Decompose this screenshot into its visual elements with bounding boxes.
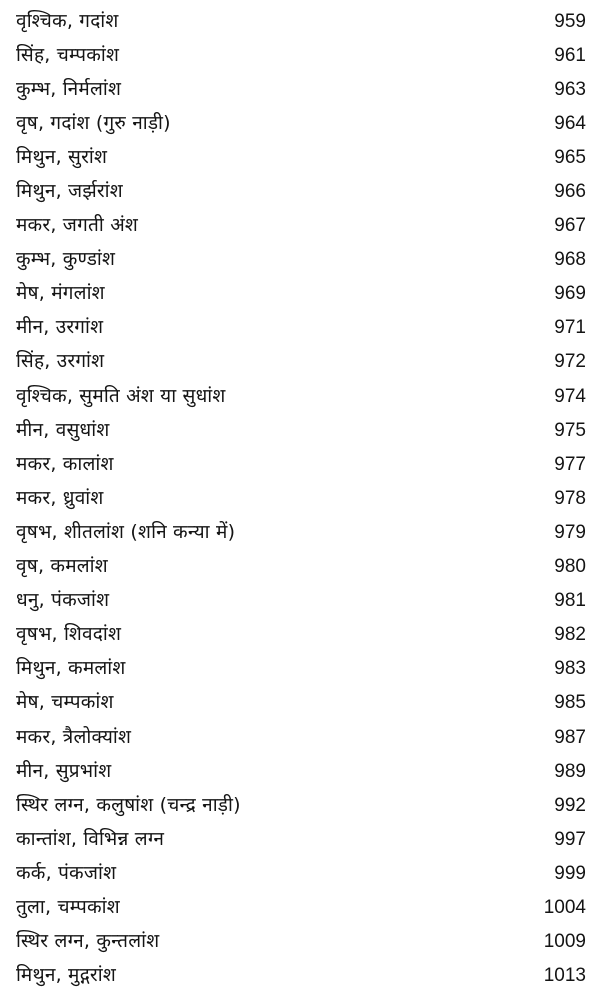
toc-entry-title: वृश्चिक, गदांश bbox=[16, 9, 119, 32]
toc-entry-title: मकर, त्रैलोक्यांश bbox=[16, 725, 132, 748]
toc-page-number: 966 bbox=[554, 181, 586, 203]
toc-page-number: 964 bbox=[554, 112, 586, 134]
toc-entry-title: मिथुन, सुरांश bbox=[16, 145, 108, 168]
toc-row bbox=[16, 379, 586, 413]
toc-row bbox=[16, 38, 586, 72]
toc-entry-title: मकर, ध्रुवांश bbox=[16, 486, 104, 509]
toc-page-number: 961 bbox=[554, 44, 586, 66]
toc-entry-title: सिंह, चम्पकांश bbox=[16, 43, 120, 66]
toc-entry-title: कुम्भ, निर्मलांश bbox=[16, 77, 122, 100]
toc-row bbox=[16, 140, 586, 174]
toc-entry-title: मेष, मंगलांश bbox=[16, 282, 105, 305]
toc-page-number: 963 bbox=[554, 78, 586, 100]
toc-entry-title: मकर, कालांश bbox=[16, 452, 114, 475]
toc-row bbox=[16, 686, 586, 720]
toc-entry-title: कर्क, पंकजांश bbox=[16, 861, 117, 884]
toc-entry-title: मीन, सुप्रभांश bbox=[16, 759, 112, 782]
toc-row bbox=[16, 652, 586, 686]
toc-row bbox=[16, 618, 586, 652]
toc-entry-title: मीन, वसुधांश bbox=[16, 418, 110, 441]
toc-row bbox=[16, 856, 586, 890]
toc-page-number: 969 bbox=[554, 283, 586, 305]
toc-page-number: 971 bbox=[554, 317, 586, 339]
toc-entry-title: स्थिर लग्न, कलुषांश (चन्द्र नाड़ी) bbox=[16, 793, 241, 816]
toc-page-number: 968 bbox=[554, 249, 586, 271]
toc-row bbox=[16, 720, 586, 754]
toc-row bbox=[16, 345, 586, 379]
toc-page-number: 980 bbox=[554, 556, 586, 578]
toc-page-number: 989 bbox=[554, 760, 586, 782]
toc-entry-title: मीन, उरगांश bbox=[16, 316, 104, 339]
toc-row bbox=[16, 481, 586, 515]
toc-row bbox=[16, 754, 586, 788]
toc-entry-title: धनु, पंकजांश bbox=[16, 589, 110, 612]
toc-page-number: 992 bbox=[554, 794, 586, 816]
toc-row bbox=[16, 243, 586, 277]
toc-row bbox=[16, 447, 586, 481]
toc-page-number: 977 bbox=[554, 453, 586, 475]
toc-row bbox=[16, 584, 586, 618]
toc-entry-title: स्थिर लग्न, कुन्तलांश bbox=[16, 930, 160, 953]
toc-page-number: 981 bbox=[554, 590, 586, 612]
toc-row bbox=[16, 788, 586, 822]
toc-row bbox=[16, 209, 586, 243]
toc-entry-title: मिथुन, मुद्गरांश bbox=[16, 964, 116, 987]
toc-page-number: 987 bbox=[554, 726, 586, 748]
toc-entry-title: कान्तांश, विभिन्न लग्न bbox=[16, 827, 165, 850]
toc-entry-title: मेष, चम्पकांश bbox=[16, 691, 114, 714]
toc-row bbox=[16, 72, 586, 106]
toc-row bbox=[16, 959, 586, 993]
table-of-contents bbox=[16, 4, 586, 993]
toc-page-number: 982 bbox=[554, 624, 586, 646]
toc-entry-title: वृष, कमलांश bbox=[16, 555, 108, 578]
toc-page-number: 972 bbox=[554, 351, 586, 373]
toc-row bbox=[16, 822, 586, 856]
toc-entry-title: वृषभ, शिवदांश bbox=[16, 623, 122, 646]
toc-row bbox=[16, 413, 586, 447]
toc-entry-title: वृश्चिक, सुमति अंश या सुधांश bbox=[16, 384, 226, 407]
toc-page-number: 1013 bbox=[543, 965, 586, 987]
toc-row bbox=[16, 4, 586, 38]
toc-page-number: 985 bbox=[554, 692, 586, 714]
toc-page-number: 979 bbox=[554, 521, 586, 543]
toc-page-number: 978 bbox=[554, 487, 586, 509]
toc-page-number: 965 bbox=[554, 146, 586, 168]
toc-row bbox=[16, 550, 586, 584]
toc-entry-title: वृषभ, शीतलांश (शनि कन्या में) bbox=[16, 520, 236, 543]
toc-page-number: 1004 bbox=[543, 896, 586, 918]
toc-page-number: 959 bbox=[554, 10, 586, 32]
toc-page-number: 967 bbox=[554, 215, 586, 237]
toc-page-number: 974 bbox=[554, 385, 586, 407]
toc-entry-title: वृष, गदांश (गुरु नाड़ी) bbox=[16, 111, 171, 134]
toc-page-number: 1009 bbox=[543, 931, 586, 953]
toc-row bbox=[16, 925, 586, 959]
toc-page-number: 999 bbox=[554, 862, 586, 884]
toc-entry-title: मिथुन, कमलांश bbox=[16, 657, 126, 680]
toc-row bbox=[16, 311, 586, 345]
toc-entry-title: मिथुन, जर्झरांश bbox=[16, 180, 123, 203]
toc-row bbox=[16, 106, 586, 140]
toc-page-number: 997 bbox=[554, 828, 586, 850]
toc-row bbox=[16, 515, 586, 549]
toc-page-number: 975 bbox=[554, 419, 586, 441]
toc-entry-title: तुला, चम्पकांश bbox=[16, 895, 120, 918]
toc-row bbox=[16, 277, 586, 311]
toc-page-number: 983 bbox=[554, 658, 586, 680]
toc-entry-title: कुम्भ, कुण्डांश bbox=[16, 248, 116, 271]
toc-entry-title: सिंह, उरगांश bbox=[16, 350, 105, 373]
toc-row bbox=[16, 890, 586, 924]
toc-entry-title: मकर, जगती अंश bbox=[16, 214, 139, 237]
toc-row bbox=[16, 174, 586, 208]
